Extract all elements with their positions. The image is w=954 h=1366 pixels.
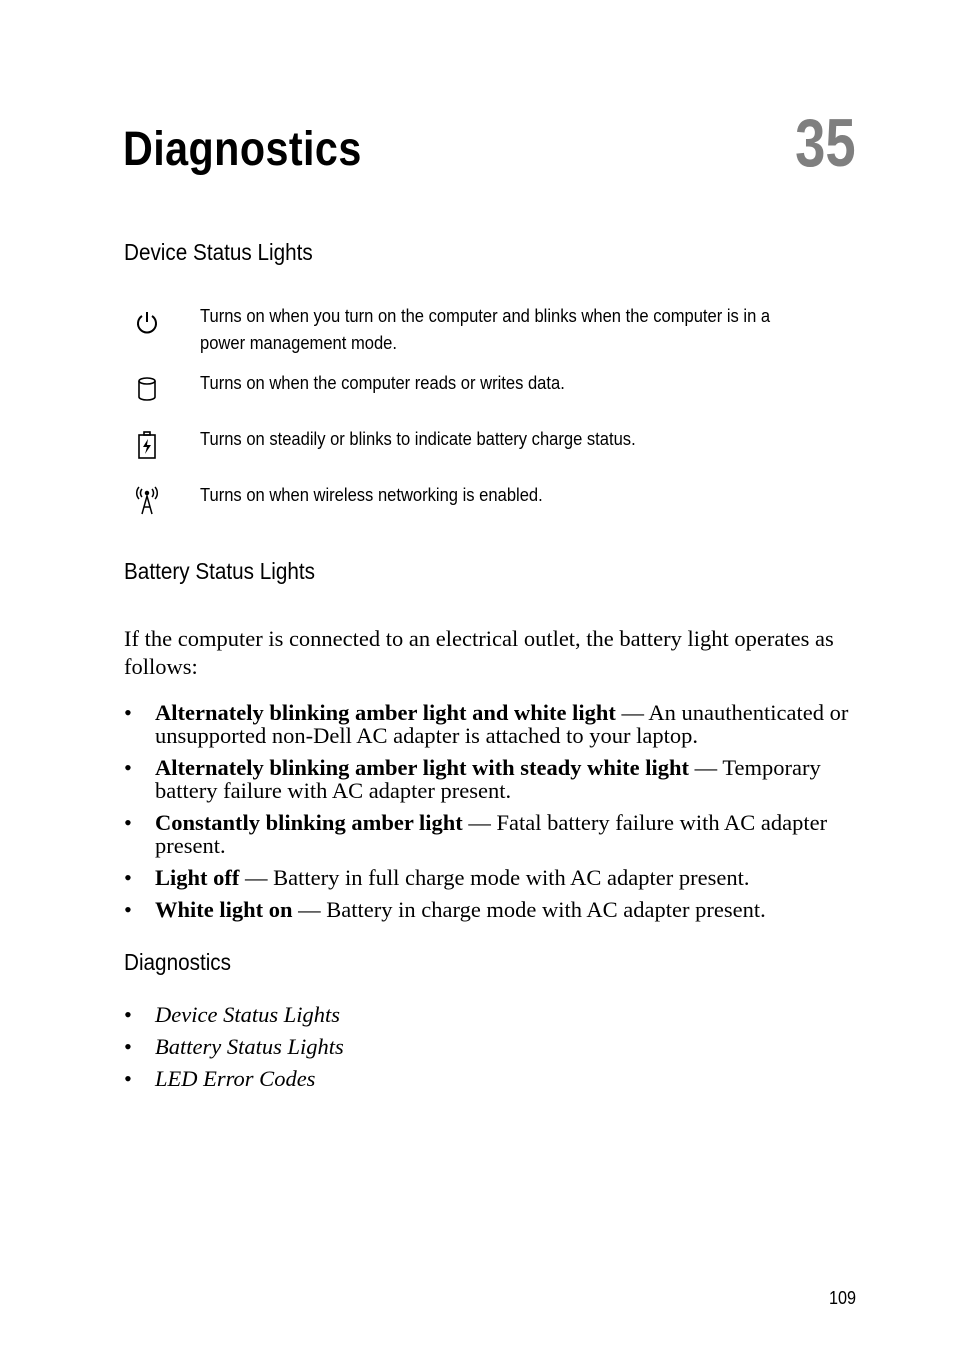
list-item xyxy=(124,811,859,857)
bullet-marker: • xyxy=(124,810,132,835)
bullet-marker: • xyxy=(124,700,132,725)
list-item xyxy=(124,1035,859,1058)
bullet-description: — Fatal battery failure with AC adapter present. xyxy=(155,810,828,858)
list-item xyxy=(124,701,859,747)
link-battery-status-lights[interactable]: Battery Status Lights xyxy=(155,1034,344,1059)
bullet-description: — Battery in charge mode with AC adapter present. xyxy=(292,897,766,922)
status-row-wireless xyxy=(124,482,856,522)
wireless-icon xyxy=(132,486,162,516)
bullet-term: Constantly blinking amber light xyxy=(155,810,463,835)
list-item xyxy=(124,1067,859,1090)
chapter-number: 35 xyxy=(795,105,856,181)
list-item xyxy=(124,898,859,921)
bullet-term: Alternately blinking amber light and white light xyxy=(155,700,616,725)
list-item xyxy=(124,866,859,889)
power-icon xyxy=(132,307,162,337)
page-number: 109 xyxy=(828,1288,856,1308)
bullet-marker: • xyxy=(124,897,132,922)
status-text-wireless: Turns on when wireless networking is enabled. xyxy=(200,485,543,505)
status-text-battery: Turns on steadily or blinks to indicate battery charge status. xyxy=(200,429,636,449)
battery-icon xyxy=(132,430,162,460)
bullet-marker: • xyxy=(124,1066,132,1091)
bullet-term: Alternately blinking amber light with steady white light xyxy=(155,755,689,780)
bullet-term: Light off xyxy=(155,865,240,890)
bullet-description: — Temporary battery failure with AC adapter present. xyxy=(155,755,821,803)
link-led-error-codes[interactable]: LED Error Codes xyxy=(155,1066,316,1091)
bullet-marker: • xyxy=(124,1034,132,1059)
link-device-status-lights[interactable]: Device Status Lights xyxy=(155,1002,340,1027)
status-text-power: Turns on when you turn on the computer and blinks when the computer is in a power management mode. xyxy=(200,306,771,353)
section-heading-battery-status-lights: Battery Status Lights xyxy=(124,558,316,584)
status-row-battery xyxy=(124,426,856,466)
bullet-marker: • xyxy=(124,755,132,780)
status-text-hard-drive: Turns on when the computer reads or writes data. xyxy=(200,373,565,393)
battery-status-list xyxy=(124,701,859,921)
section-heading-device-status-lights: Device Status Lights xyxy=(124,239,313,265)
list-item xyxy=(124,1003,859,1026)
bullet-description: — Battery in full charge mode with AC adapter present. xyxy=(239,865,750,890)
hard-drive-icon xyxy=(132,374,162,404)
bullet-description: — An unauthenticated or unsupported non-Dell AC adapter is attached to your laptop. xyxy=(155,700,849,748)
status-row-power xyxy=(124,303,856,359)
battery-intro-paragraph: If the computer is connected to an electrical outlet, the battery light operates as follows: xyxy=(124,626,834,679)
diagnostics-link-list xyxy=(124,1003,859,1090)
bullet-marker: • xyxy=(124,1002,132,1027)
bullet-term: White light on xyxy=(155,897,293,922)
chapter-title: Diagnostics xyxy=(123,123,362,176)
section-heading-diagnostics: Diagnostics xyxy=(124,949,232,975)
status-row-hard-drive xyxy=(124,370,856,410)
list-item xyxy=(124,756,859,802)
bullet-marker: • xyxy=(124,865,132,890)
